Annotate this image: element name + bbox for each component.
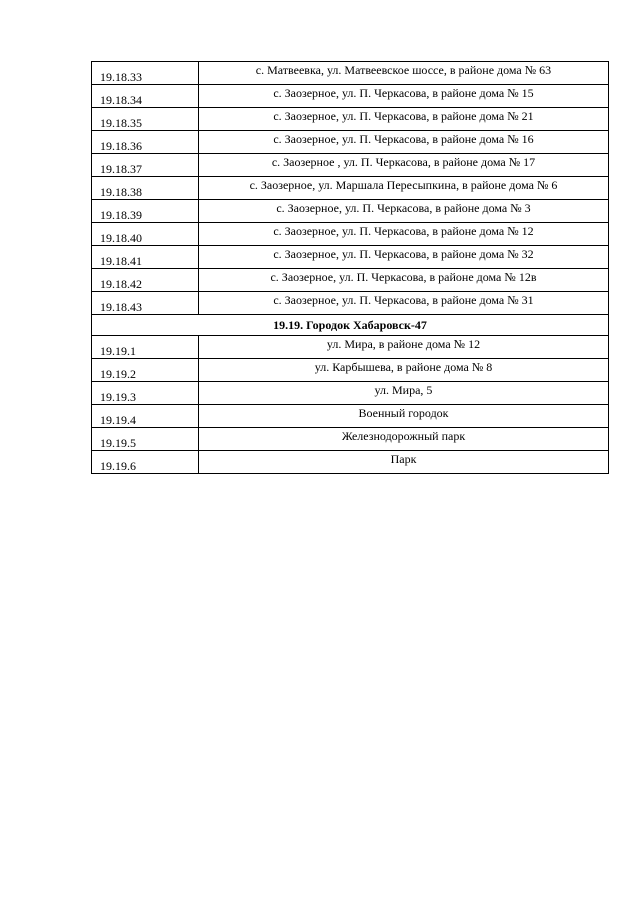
table-row: [92, 85, 609, 108]
row-number: 19.18.42: [92, 269, 199, 292]
row-number: 19.18.39: [92, 200, 199, 223]
row-number: 19.19.1: [92, 336, 199, 359]
table-row: [92, 177, 609, 200]
section-header-row: [92, 315, 609, 336]
row-address: с. Заозерное, ул. П. Черкасова, в районе дома № 12: [199, 223, 609, 246]
address-table: [91, 61, 609, 474]
table-row: [92, 62, 609, 85]
row-address: с. Заозерное , ул. П. Черкасова, в районе дома № 17: [199, 154, 609, 177]
section-title: 19.19. Городок Хабаровск-47: [92, 315, 609, 336]
row-number: 19.18.36: [92, 131, 199, 154]
row-number: 19.19.6: [92, 451, 199, 474]
table-body: [92, 62, 609, 474]
table-row: [92, 359, 609, 382]
row-number: 19.18.41: [92, 246, 199, 269]
row-number: 19.18.35: [92, 108, 199, 131]
table-row: [92, 200, 609, 223]
row-number: 19.18.38: [92, 177, 199, 200]
table-row: [92, 269, 609, 292]
row-number: 19.18.40: [92, 223, 199, 246]
row-address: ул. Мира, 5: [199, 382, 609, 405]
row-address: с. Заозерное, ул. П. Черкасова, в районе дома № 3: [199, 200, 609, 223]
row-address: с. Заозерное, ул. П. Черкасова, в районе дома № 12в: [199, 269, 609, 292]
row-address: Железнодорожный парк: [199, 428, 609, 451]
row-number: 19.18.43: [92, 292, 199, 315]
row-number: 19.19.2: [92, 359, 199, 382]
row-number: 19.19.5: [92, 428, 199, 451]
table-row: [92, 382, 609, 405]
row-address: ул. Карбышева, в районе дома № 8: [199, 359, 609, 382]
row-address: ул. Мира, в районе дома № 12: [199, 336, 609, 359]
table-row: [92, 131, 609, 154]
table-row: [92, 108, 609, 131]
table-row: [92, 405, 609, 428]
table-row: [92, 246, 609, 269]
row-address: Парк: [199, 451, 609, 474]
row-address: с. Заозерное, ул. П. Черкасова, в районе дома № 21: [199, 108, 609, 131]
table-row: [92, 336, 609, 359]
table-row: [92, 451, 609, 474]
row-address: Военный городок: [199, 405, 609, 428]
row-address: с. Заозерное, ул. Маршала Пересыпкина, в районе дома № 6: [199, 177, 609, 200]
row-address: с. Матвеевка, ул. Матвеевское шоссе, в районе дома № 63: [199, 62, 609, 85]
table-row: [92, 292, 609, 315]
row-address: с. Заозерное, ул. П. Черкасова, в районе дома № 15: [199, 85, 609, 108]
table-row: [92, 223, 609, 246]
table-row: [92, 154, 609, 177]
row-number: 19.18.34: [92, 85, 199, 108]
row-address: с. Заозерное, ул. П. Черкасова, в районе дома № 16: [199, 131, 609, 154]
row-number: 19.18.33: [92, 62, 199, 85]
row-number: 19.19.3: [92, 382, 199, 405]
row-number: 19.18.37: [92, 154, 199, 177]
row-number: 19.19.4: [92, 405, 199, 428]
table-row: [92, 428, 609, 451]
row-address: с. Заозерное, ул. П. Черкасова, в районе дома № 31: [199, 292, 609, 315]
row-address: с. Заозерное, ул. П. Черкасова, в районе дома № 32: [199, 246, 609, 269]
